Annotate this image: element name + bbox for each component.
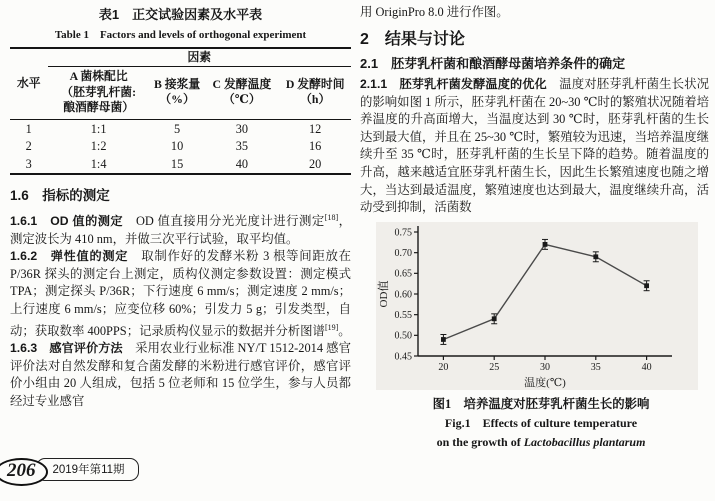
svg-text:0.70: 0.70 xyxy=(394,247,412,259)
cell: 2 xyxy=(25,139,32,154)
runin-heading: 1.6.3 感官评价方法 xyxy=(10,341,123,356)
cell: 1:4 xyxy=(90,156,107,171)
header-line: C 发酵温度 xyxy=(212,76,272,91)
cell: 10 xyxy=(170,139,184,154)
table-title-en: Table 1 Factors and levels of orthogonal experiment xyxy=(54,29,307,41)
caption-text: on the growth of xyxy=(436,434,524,449)
figure-1-chart xyxy=(376,222,698,390)
paragraph-1-6-1 xyxy=(10,209,351,248)
table-row xyxy=(10,120,351,138)
cell: 40 xyxy=(235,156,248,171)
header-line: （℃） xyxy=(222,92,261,107)
page-number-badge: 206 xyxy=(0,458,48,486)
svg-text:30: 30 xyxy=(540,361,550,373)
cell: 1 xyxy=(25,121,32,136)
table-header-level: 水平 xyxy=(10,48,48,120)
table-header-inoculum xyxy=(150,67,205,120)
header-line: D 发酵时间 xyxy=(285,76,345,91)
svg-text:0.60: 0.60 xyxy=(394,289,412,301)
table-header-factors-group: 因素 xyxy=(48,48,352,67)
orthogonal-factors-table xyxy=(10,47,351,175)
table-header-time xyxy=(279,67,351,120)
header-line: A 菌株配比 xyxy=(69,69,128,84)
cell: 35 xyxy=(235,139,248,154)
page-footer xyxy=(2,458,139,486)
paragraph-text: ，测定波长为 410 nm，并做三次平行试验，取平均值。 xyxy=(10,213,351,246)
svg-text:0.55: 0.55 xyxy=(394,309,412,321)
runin-heading: 1.6.1 OD 值的测定 xyxy=(10,213,124,228)
citation-ref: [18] xyxy=(324,212,339,222)
figure-1-captions xyxy=(376,395,706,452)
figure-caption-en-line2 xyxy=(376,433,706,452)
figure-caption-zh: 图1 培养温度对胚芽乳杆菌生长的影响 xyxy=(432,396,650,411)
section-heading-1-6: 1.6 指标的测定 xyxy=(10,187,110,203)
cell: 5 xyxy=(173,121,181,136)
section-heading-2: 2 结果与讨论 xyxy=(360,31,465,48)
svg-text:0.65: 0.65 xyxy=(394,268,412,280)
svg-text:25: 25 xyxy=(489,361,500,373)
paragraph-text: 。 xyxy=(338,323,351,338)
paragraph-1-6-3 xyxy=(10,340,351,410)
paragraph-continuation: 用 OriginPro 8.0 进行作图。 xyxy=(360,5,509,19)
cell: 15 xyxy=(170,156,184,171)
cell: 1:1 xyxy=(90,121,107,136)
runin-heading: 1.6.2 弹性值的测定 xyxy=(10,249,129,264)
svg-text:0.75: 0.75 xyxy=(394,227,412,239)
svg-text:20: 20 xyxy=(438,361,449,373)
table-title-zh: 表1 正交试验因素及水平表 xyxy=(98,7,263,22)
paragraph-text: 采用农业行业标准 NY/T 1512-2014 感官评价法对自然发酵和复合菌发酵的米粉进行感官评价，感官评价小组由 20 人组成，包括 5 位老师和 15 位学生，参与人员都经过专业感官 xyxy=(10,341,351,408)
species-name-italic: Lactobacillus plantarum xyxy=(523,434,646,449)
svg-text:40: 40 xyxy=(641,361,652,373)
temperature-chart xyxy=(376,222,698,390)
table-row xyxy=(10,138,351,156)
svg-text:0.50: 0.50 xyxy=(394,330,412,342)
cell: 16 xyxy=(309,139,322,154)
svg-text:0.45: 0.45 xyxy=(394,351,412,363)
section-heading-2-1: 2.1 胚芽乳杆菌和酿酒酵母菌培养条件的确定 xyxy=(360,56,626,71)
header-line: B 接浆量 xyxy=(153,76,201,91)
paragraph-1-6-2 xyxy=(10,248,351,340)
header-line: （胚芽乳杆菌: xyxy=(61,84,136,99)
issue-badge: 2019年第11期 xyxy=(36,458,139,481)
svg-text:35: 35 xyxy=(590,361,601,373)
svg-text:温度(℃): 温度(℃) xyxy=(524,376,566,389)
table-row xyxy=(10,156,351,174)
cell: 3 xyxy=(25,156,32,171)
table-header-temperature xyxy=(204,67,279,120)
cell: 30 xyxy=(235,121,248,136)
runin-heading: 2.1.1 胚芽乳杆菌发酵温度的优化 xyxy=(360,77,547,91)
paragraph-text: OD 值直接用分光光度计进行测定 xyxy=(123,213,325,228)
cell: 12 xyxy=(309,121,322,136)
paragraph-text: 取制作好的发酵米粉 3 根等间距放在 P/36R 探头的测定台上测定，质构仪测定参数设置：测定模式 TPA；测定探头 P/36R；下行速度 6 mm/s；测定速度 2 mm/s；上行速度 6 mm/s；应变位移 60%；引发力 5 g；引发类型，自动；获取数率 400PPS；记录质构仪显示的数据并分析图谱 xyxy=(10,249,352,338)
paragraph-2-1-1 xyxy=(360,76,709,217)
citation-ref: [19] xyxy=(324,322,339,332)
cell: 1:2 xyxy=(90,139,107,154)
header-line: （h） xyxy=(300,92,331,107)
cell: 20 xyxy=(309,156,322,171)
table-header-strain-ratio xyxy=(48,67,150,120)
paragraph-text: 温度对胚芽乳杆菌生长状况的影响如图 1 所示，胚芽乳杆菌在 20~30 ℃时的繁殖状况随着培养温度的升高面增大，当温度达到 30 ℃时，胚芽乳杆菌的生长达到最大值，并且在 25~30 ℃时，繁殖较为迅速，当培养温度继续升至 35 ℃时，胚芽乳杆菌的生长呈下降的趋势。随着温度的升高，越来越适宜胚芽乳杆菌生长，因此生长繁殖速度也随之增大，当达到最适温度，繁殖速度也达到最大，温度继续升高，活动受到抑制，活菌数 xyxy=(360,77,710,215)
left-column xyxy=(10,4,351,411)
header-line: （%） xyxy=(159,92,195,107)
header-line: 酿酒酵母菌） xyxy=(63,99,135,114)
figure-caption-en-line1: Fig.1 Effects of culture temperature xyxy=(444,415,638,430)
right-column xyxy=(360,4,709,452)
svg-text:OD值: OD值 xyxy=(378,280,390,308)
